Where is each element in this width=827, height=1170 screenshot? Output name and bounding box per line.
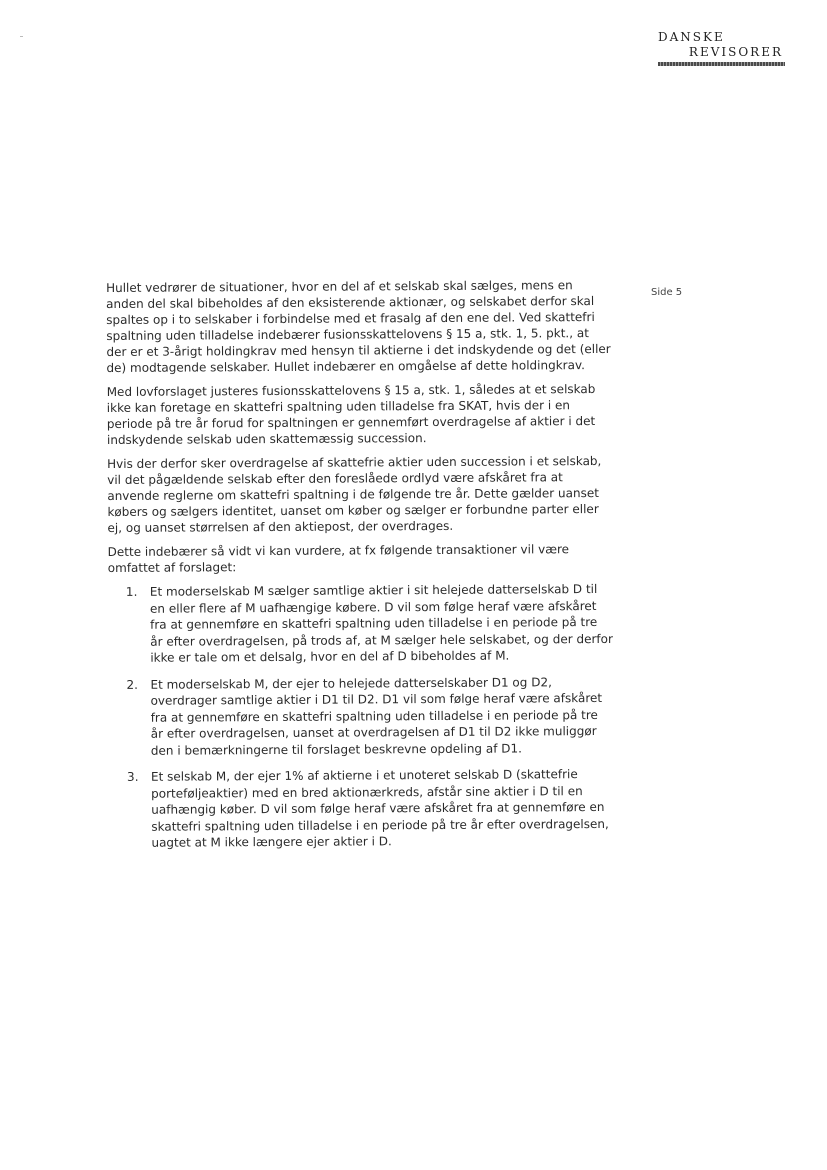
list-item-number: 1. <box>125 584 138 599</box>
list-item-text: Et selskab M, der ejer 1% af aktierne i et unoteret selskab D (skattefrie porteføljeaktier) med en bred aktionærkreds, afstår sine aktier i D til en uafhængig køber. D vil som følge heraf være afskåret fra at gennemføre en skattefri spaltning uden tilladelse i en periode på tre år efter overdragelsen, uagtet at M ikke længere ejer aktier i D. <box>150 767 609 850</box>
list-item <box>108 673 613 759</box>
list-item-number: 3. <box>126 769 139 784</box>
list-item <box>109 766 614 852</box>
list-item-number: 2. <box>126 677 138 692</box>
document-body <box>106 277 615 862</box>
page-number: Side 5 <box>651 287 683 298</box>
paragraph-hullet: Hullet vedrører de situationer, hvor en del af et selskab skal sælges, mens en anden del skal bibeholdes af den eksisterende aktionær, og selskabet derfor skal spaltes op i to selskaber i forbindelse med et frasalg af den ene del. Ved skattefri spaltning uden tilladelse indebærer fusionsskattelovens § 15 a, stk. 1, 5. pkt., at der er et 3-årigt holdingkrav med hensyn til aktierne i det indskydende og det (eller de) modtagende selskaber. Hullet indebærer en omgåelse af dette holdingkrav. <box>106 278 611 375</box>
transaction-examples-list <box>108 581 615 852</box>
company-logo <box>640 30 785 66</box>
paragraph-lovforslag: Med lovforslaget justeres fusionsskattelovens § 15 a, stk. 1, således at et selskab ikke kan foretage en skattefri spaltning uden tilladelse fra SKAT, hvis der i en periode på tre år forud for spaltningen er gennemført overdragelse af aktier i det indskydende selskab uden skattemæssig succession. <box>106 382 596 447</box>
paragraph-transaktioner-intro: Dette indebærer så vidt vi kan vurdere, at fx følgende transaktioner vil være omfattet af forslaget: <box>107 542 570 575</box>
list-item <box>108 581 613 667</box>
paragraph-overdragelse: Hvis der derfor sker overdragelse af skattefrie aktier uden succession i et selskab, vil det pågældende selskab efter den foreslåede ordlyd være afskåret fra at anvende reglerne om skattefri spaltning i de følgende tre år. Dette gælder uanset købers og sælgers identitet, uanset om køber og sælger er forbundne parter eller ej, og uanset størrelsen af den aktiepost, der overdrages. <box>107 453 602 535</box>
scan-speck <box>20 36 23 37</box>
logo-underline-bar <box>658 62 785 66</box>
list-item-text: Et moderselskab M, der ejer to helejede datterselskaber D1 og D2, overdrager samtlige aktier i D1 til D2. D1 vil som følge heraf være afskåret fra at gennemføre en skattefri spaltning uden tilladelse i en periode på tre år efter overdragelsen, uanset at overdragelsen af D1 til D2 ikke muliggør den i bemærkningerne til forslaget beskrevne opdeling af D1. <box>150 674 603 758</box>
list-item-text: Et moderselskab M sælger samtlige aktier i sit helejede datterselskab D til en eller flere af M uafhængige købere. D vil som følge heraf være afskåret fra at gennemføre en skattefri spaltning uden tilladelse i en periode på tre år efter overdragelsen, på trods af, at M sælger hele selskabet, og der derfor ikke er tale om et delsalg, hvor en del af D bibeholdes af M. <box>149 582 613 665</box>
logo-line-danske: DANSKE <box>658 30 725 44</box>
logo-line-revisorer: REVISORER <box>688 45 783 59</box>
